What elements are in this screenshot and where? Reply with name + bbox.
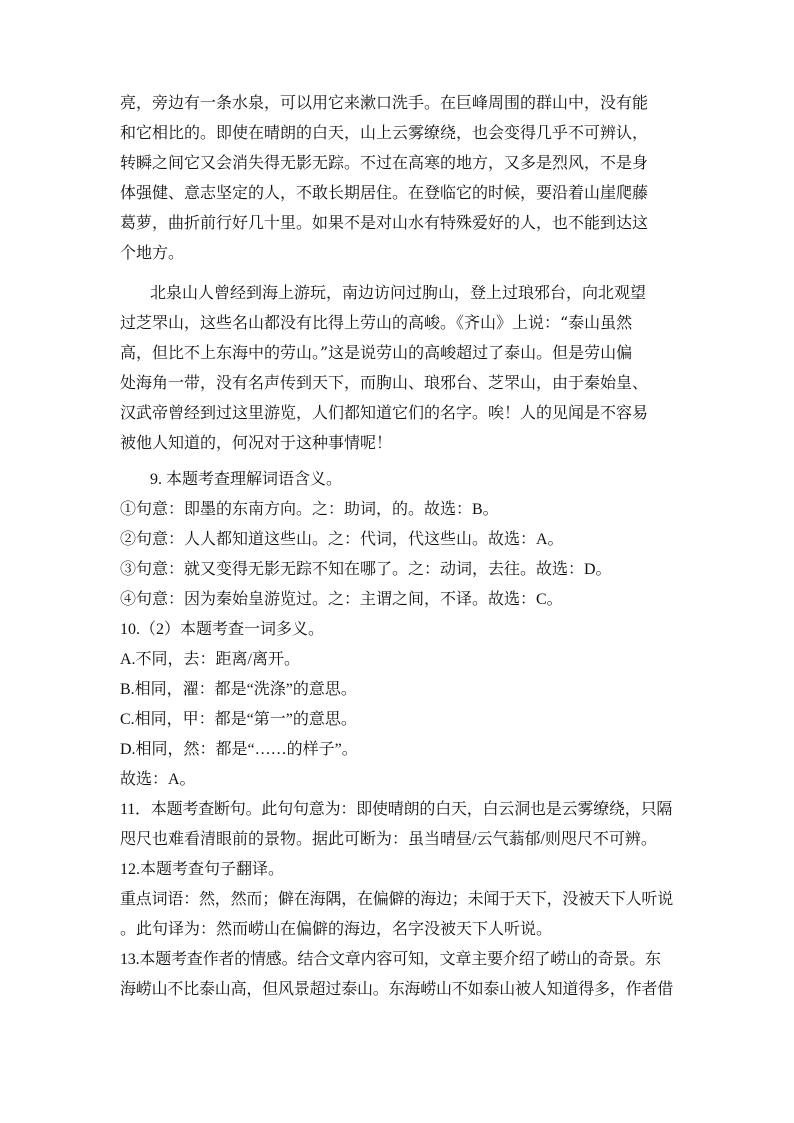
- text-line: 被他人知道的，何况对于这种事情呢！: [120, 433, 393, 452]
- text-line: 和它相比的。即使在晴朗的白天，山上云雾缭绕，也会变得几乎不可辨认，: [120, 123, 649, 142]
- answer-line: ④句意：因为秦始皇游览过。之：主谓之间，不译。故选：C。: [120, 591, 563, 608]
- answer-line: ②句意：人人都知道这些山。之：代词，代这些山。故选：A。: [120, 531, 564, 548]
- question-10-heading: 10.（2）本题考查一词多义。: [120, 621, 325, 638]
- text-line: 亮，旁边有一条水泉，可以用它来漱口洗手。在巨峰周围的群山中，没有能: [120, 93, 649, 112]
- question-9-heading: 9. 本题考查理解词语含义。: [150, 471, 343, 488]
- text-line: 高，但比不上东海中的劳山。”这是说劳山的高峻超过了泰山。但是劳山偏: [120, 343, 633, 362]
- text-line: 处海角一带，没有名声传到天下，而朐山、琅邪台、芝罘山，由于秦始皇、: [120, 373, 649, 392]
- text-line: 个地方。: [120, 243, 185, 262]
- answer-line: C.相同，甲：都是“第一”的意思。: [120, 711, 357, 728]
- answers-section: [120, 465, 680, 1005]
- question-13-line: 13.本题考查作者的情感。结合文章内容可知，文章主要介绍了崂山的奇景。东: [120, 951, 661, 968]
- question-11-line: 咫尺也难看清眼前的景物。据此可断为：虽当晴昼/云气蓊郁/则咫尺不可辨。: [120, 831, 657, 848]
- question-12-line: 。此句译为：然而崂山在偏僻的海边，名字没被天下人听说。: [120, 921, 553, 938]
- question-12-heading: 12.本题考查句子翻译。: [120, 861, 285, 878]
- answer-line: D.相同，然：都是“……的样子”。: [120, 741, 358, 758]
- text-line: 葛萝，曲折前行好几十里。如果不是对山水有特殊爱好的人，也不能到达这: [120, 213, 649, 232]
- question-13-line: 海崂山不比泰山高，但风景超过泰山。东海崂山不如泰山被人知道得多，作者借: [120, 981, 674, 998]
- text-line: 转瞬之间它又会消失得无影无踪。不过在高寒的地方，又多是烈风，不是身: [120, 153, 649, 172]
- text-line: 汉武帝曾经到过这里游览，人们都知道它们的名字。唉！人的见闻是不容易: [120, 403, 649, 422]
- question-11-line: 11．本题考查断句。此句句意为：即使晴朗的白天，白云洞也是云雾缭绕，只隔: [120, 801, 673, 818]
- answer-line: B.相同，濯：都是“洗涤”的意思。: [120, 681, 357, 698]
- answer-line: A.不同，去：距离/离开。: [120, 651, 301, 668]
- question-12-line: 重点词语：然，然而；僻在海隅，在偏僻的海边；未闻于天下，没被天下人听说: [120, 891, 674, 908]
- text-line: 过芝罘山，这些名山都没有比得上劳山的高峻。《齐山》上说：“泰山虽然: [120, 313, 633, 332]
- answer-line: ③句意：就又变得无影无踪不知在哪了。之：动词，去往。故选：D。: [120, 561, 612, 578]
- text-line: 北泉山人曾经到海上游玩，南边访问过朐山，登上过琅邪台，向北观望: [150, 283, 647, 302]
- text-line: 体强健、意志坚定的人，不敢长期居住。在登临它的时候，要沿着山崖爬藤: [120, 183, 649, 202]
- answer-line: 故选：A。: [120, 771, 196, 788]
- translation-paragraph-1: [120, 88, 680, 268]
- translation-paragraph-2: [120, 278, 680, 458]
- answer-line: ①句意：即墨的东南方向。之：助词，的。故选：B。: [120, 501, 499, 518]
